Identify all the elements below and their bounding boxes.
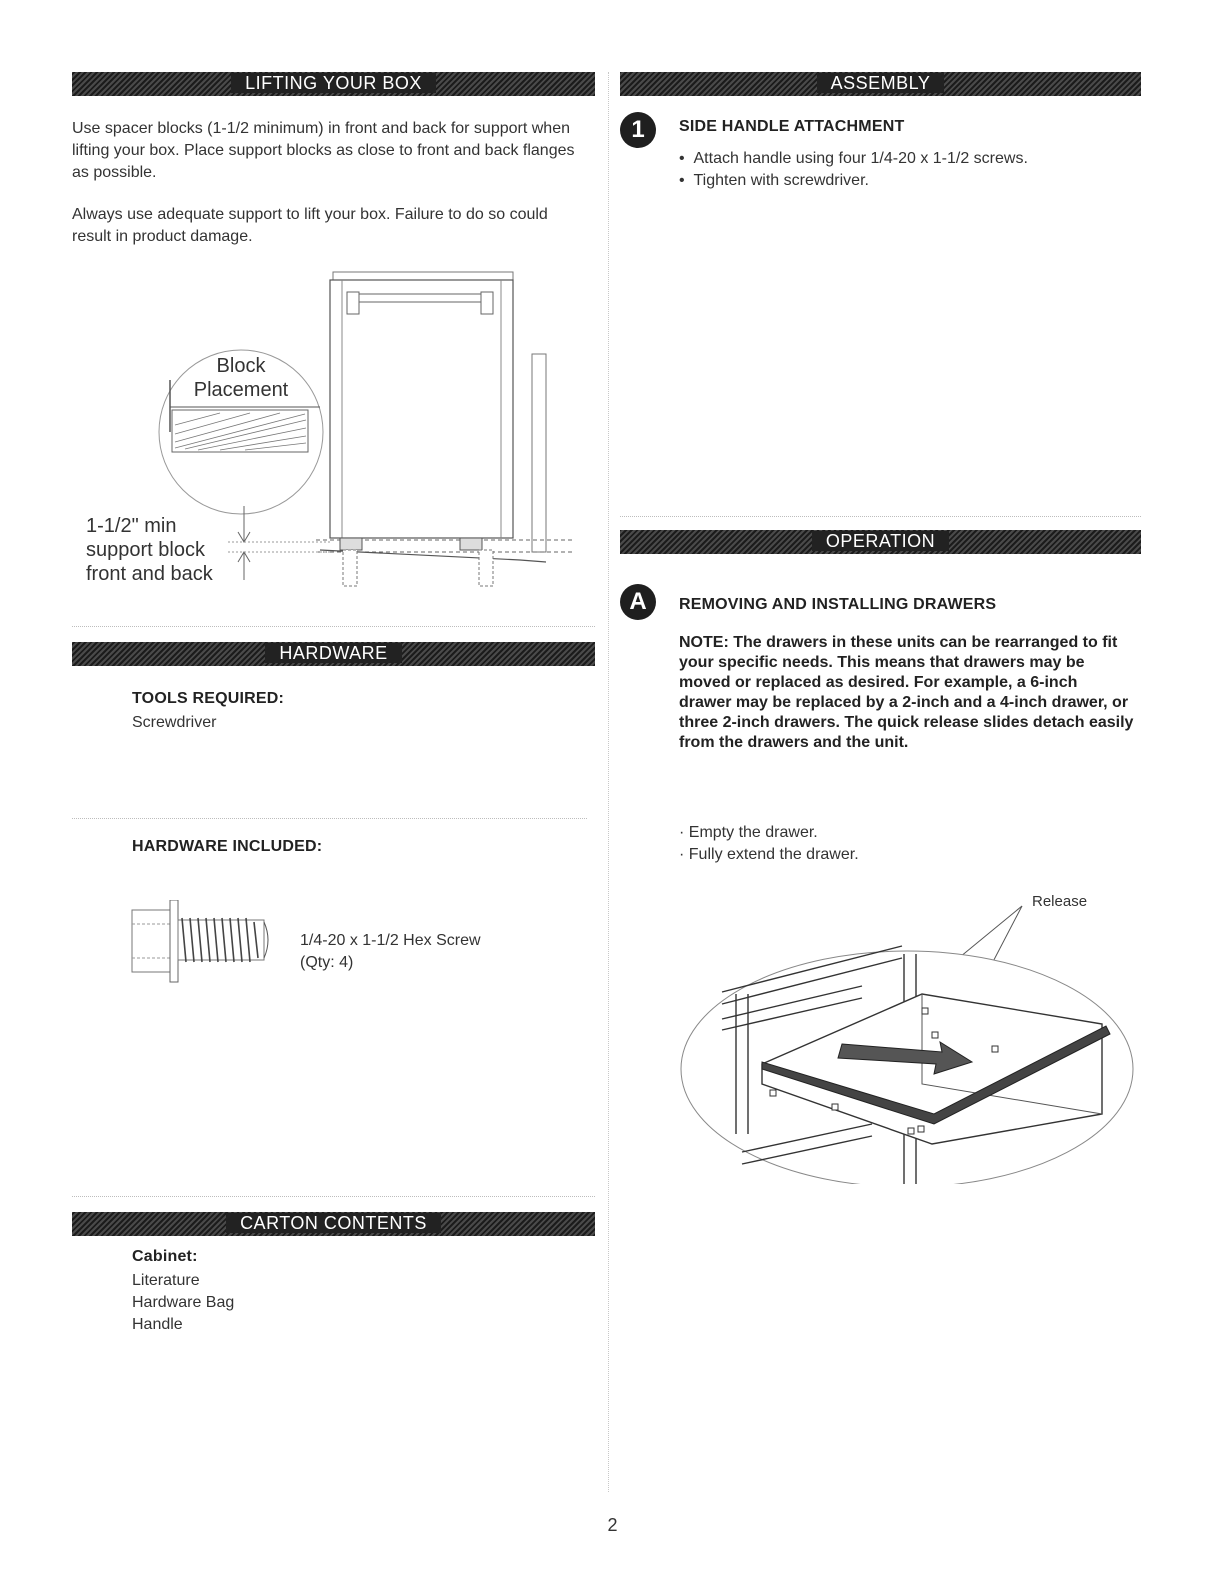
assembly-bullets	[679, 148, 1028, 192]
operation-steps	[679, 822, 859, 866]
block-placement-figure	[80, 262, 580, 612]
assembly-header-label: ASSEMBLY	[817, 73, 945, 93]
operation-header	[620, 530, 1141, 554]
divider	[72, 818, 587, 819]
release-label: Release	[1032, 893, 1088, 910]
front-support-block	[340, 538, 362, 550]
step-text: Empty the drawer.	[688, 824, 818, 841]
lifting-header-label: LIFTING YOUR BOX	[231, 73, 436, 93]
divider	[620, 516, 1141, 517]
callout-line1: Block	[216, 355, 266, 377]
lifting-header	[72, 72, 595, 96]
drawer-release-illustration	[672, 884, 1142, 1184]
step-text: Fully extend the drawer.	[688, 846, 859, 863]
list-item: · Fully extend the drawer.	[679, 846, 859, 863]
carton-contents-header	[72, 1212, 595, 1236]
callout-line2: Placement	[193, 379, 289, 401]
step-a-badge: A	[620, 584, 656, 620]
hardware-header	[72, 642, 595, 666]
page-number: 2	[607, 1515, 618, 1535]
dimension-label-line3: front and back	[86, 563, 213, 585]
back-support-block	[460, 538, 482, 550]
hardware-included-heading: HARDWARE INCLUDED:	[132, 838, 323, 855]
side-handle-attachment-heading: SIDE HANDLE ATTACHMENT	[679, 118, 905, 135]
cabinet-side-panel	[532, 354, 546, 552]
divider	[72, 1196, 595, 1197]
divider	[72, 626, 595, 627]
cabinet-body	[330, 280, 513, 538]
list-item: Hardware Bag	[132, 1294, 235, 1311]
list-item: • Attach handle using four 1/4-20 x 1-1/2 screws.	[679, 150, 1028, 167]
column-divider	[608, 72, 609, 1492]
screw-quantity: (Qty: 4)	[300, 954, 354, 971]
cabinet-top	[333, 272, 513, 280]
operation-note: NOTE: The drawers in these units can be rearranged to fit your specific needs. This means that drawers may be moved or replaced as desired. For example, a 6-inch drawer may be replaced by a 2-inch and a 4-inch drawer, or three 2-inch drawers. The quick release slides detach easily from the drawers and the unit.	[679, 634, 1134, 751]
dimension-label-line1: 1-1/2" min	[86, 515, 177, 537]
hardware-header-label: HARDWARE	[265, 643, 401, 663]
assembly-header	[620, 72, 1141, 96]
step-1-badge: 1	[620, 112, 656, 148]
screw-description: 1/4-20 x 1-1/2 Hex Screw	[300, 932, 481, 949]
removing-drawers-heading: REMOVING AND INSTALLING DRAWERS	[679, 596, 997, 613]
bullet-text: Attach handle using four 1/4-20 x 1-1/2 screws.	[693, 150, 1028, 167]
list-item: Handle	[132, 1316, 183, 1333]
dimension-label-line2: support block	[86, 539, 205, 561]
cabinet-heading: Cabinet:	[132, 1248, 198, 1265]
cabinet-handle	[358, 294, 482, 302]
lifting-paragraph-1: Use spacer blocks (1-1/2 minimum) in front and back for support when lifting your box. Place support blocks as close to front and back flanges as possible.	[72, 120, 575, 181]
tool-item: Screwdriver	[132, 714, 217, 731]
hex-screw-illustration	[128, 900, 278, 985]
list-item: · Empty the drawer.	[679, 824, 818, 841]
bullet-text: Tighten with screwdriver.	[693, 172, 869, 189]
list-item: • Tighten with screwdriver.	[679, 172, 869, 189]
lifting-paragraph-2: Always use adequate support to lift your box. Failure to do so could result in product damage.	[72, 206, 548, 245]
list-item: Literature	[132, 1272, 200, 1289]
operation-header-label: OPERATION	[812, 531, 949, 551]
carton-contents-header-label: CARTON CONTENTS	[226, 1213, 441, 1233]
carton-item-list	[132, 1270, 234, 1336]
tools-required-heading: TOOLS REQUIRED:	[132, 690, 285, 707]
